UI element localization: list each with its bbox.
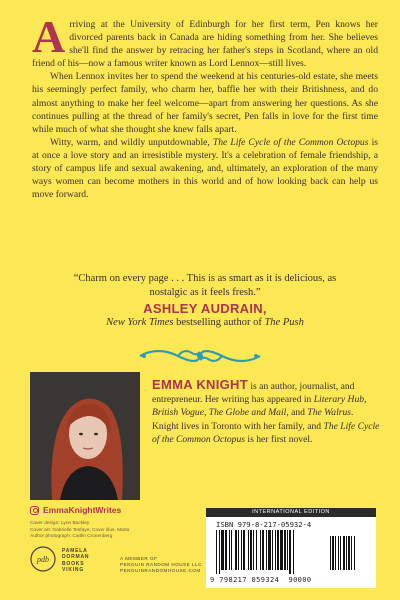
isbn-text: ISBN 979-8-217-05932-4	[216, 520, 312, 529]
quote-text: “Charm on every page . . . This is as smart as it is delicious, as nostalgic as it feels fresh.”	[73, 273, 337, 298]
address-line-1: A MEMBER OF	[120, 556, 158, 561]
publication-4: The Walrus	[307, 407, 352, 419]
cover-credits	[30, 521, 129, 541]
bio-book-title: The Life Cycle of the Common Octopus	[152, 420, 380, 445]
author-bio	[152, 378, 380, 446]
bio-sep-1: ,	[364, 394, 367, 406]
imprint-line-1: PAMELA	[62, 548, 88, 554]
drop-cap: A	[32, 11, 66, 62]
publication-3: The Globe and Mail	[208, 407, 287, 419]
barcode-digits	[210, 576, 312, 584]
blurb-p3-text: Witty, warm, and wildly unputdownable,	[50, 136, 213, 148]
isbn-barcode	[206, 508, 376, 588]
ean-digits: 9 798217 059324	[210, 576, 280, 584]
publication-1: Literary Hub	[313, 394, 365, 406]
bio-text-1: is an author, journalist, and entrepreneur. Her writing has appeared in	[152, 381, 355, 406]
author-photo	[30, 372, 140, 500]
publisher-logo-icon	[30, 546, 56, 572]
imprint-line-4: VIKING	[62, 566, 85, 573]
imprint-line-2: DORMAN	[62, 554, 90, 561]
credit-text: bestselling author of	[173, 316, 265, 328]
instagram-handle: EmmaKnightWrites	[43, 505, 122, 515]
author-name: EMMA KNIGHT	[152, 377, 248, 392]
instagram-icon	[30, 506, 39, 515]
imprint-name	[62, 548, 89, 573]
quote-author-name: ASHLEY AUDRAIN,	[143, 301, 267, 316]
quote-author-credit	[60, 316, 350, 330]
credit-line-2: Cover art: Gabrielle Tesfaye; Cover illus. Marta	[30, 527, 130, 533]
ornament-divider-icon	[138, 344, 262, 368]
blurb-paragraph-2: When Lennox invites her to spend the weekend at his centuries-old estate, she meets his seemingly perfect family, who charm her, baffle her with their Britishness, and do almost anything to make her feel welcome—apart from answering her questions. As she continues pulling at the thread of her family's secret, Pen falls in love for the first time while much of what she thought she knew falls apart.	[32, 71, 378, 135]
blurb-paragraph-3	[32, 136, 378, 201]
bio-sep-2: ,	[203, 407, 209, 419]
newspaper-title: New York Times	[106, 316, 174, 328]
credit-line-3: Author photograph: Caitlin Cronenberg	[30, 534, 113, 540]
blurb-paragraph-1: rriving at the University of Edinburgh for her first term, Pen knows her divorced parents back in Canada are hiding something from her. She believes she'll find the answer by retracing her father's steps in Scotland, where an old friend of his—now a famous writer known as Lord Lennox—still lives.	[32, 19, 378, 70]
bio-sep-3: , and	[286, 407, 308, 419]
imprint-line-3: BOOKS	[62, 560, 85, 567]
credit-book-title: The Push	[264, 316, 304, 328]
publisher-address	[120, 556, 202, 574]
bio-text-3: is her first novel.	[245, 433, 313, 445]
address-line-2: PENGUIN RANDOM HOUSE LLC	[120, 562, 202, 567]
addon-digits: 90000	[288, 576, 312, 584]
back-cover-blurb	[32, 11, 378, 201]
endorsement-quote	[60, 272, 350, 329]
publication-2: British Vogue	[152, 407, 204, 419]
svg-text:pdb: pdb	[37, 555, 49, 564]
blurb-p3-rest: is at once a love story and an irresistible mystery. It's a celebration of female friendship, a story of campus life and sexual awakening, and, ultimately, an exploration of the many ways women can become mothers in this world and of how looking back can help us move forward.	[32, 136, 378, 201]
address-line-3: PENGUINRANDOMHOUSE.COM	[120, 568, 201, 573]
social-handle	[30, 505, 121, 515]
credit-line-1: Cover design: Lynn Buckley	[30, 521, 90, 526]
bio-text-2: . Knight lives in Toronto with her family, and	[152, 407, 354, 432]
edition-label: INTERNATIONAL EDITION	[206, 508, 376, 517]
book-title-ref: The Life Cycle of the Common Octopus	[212, 136, 369, 148]
barcode-bars	[216, 530, 368, 576]
